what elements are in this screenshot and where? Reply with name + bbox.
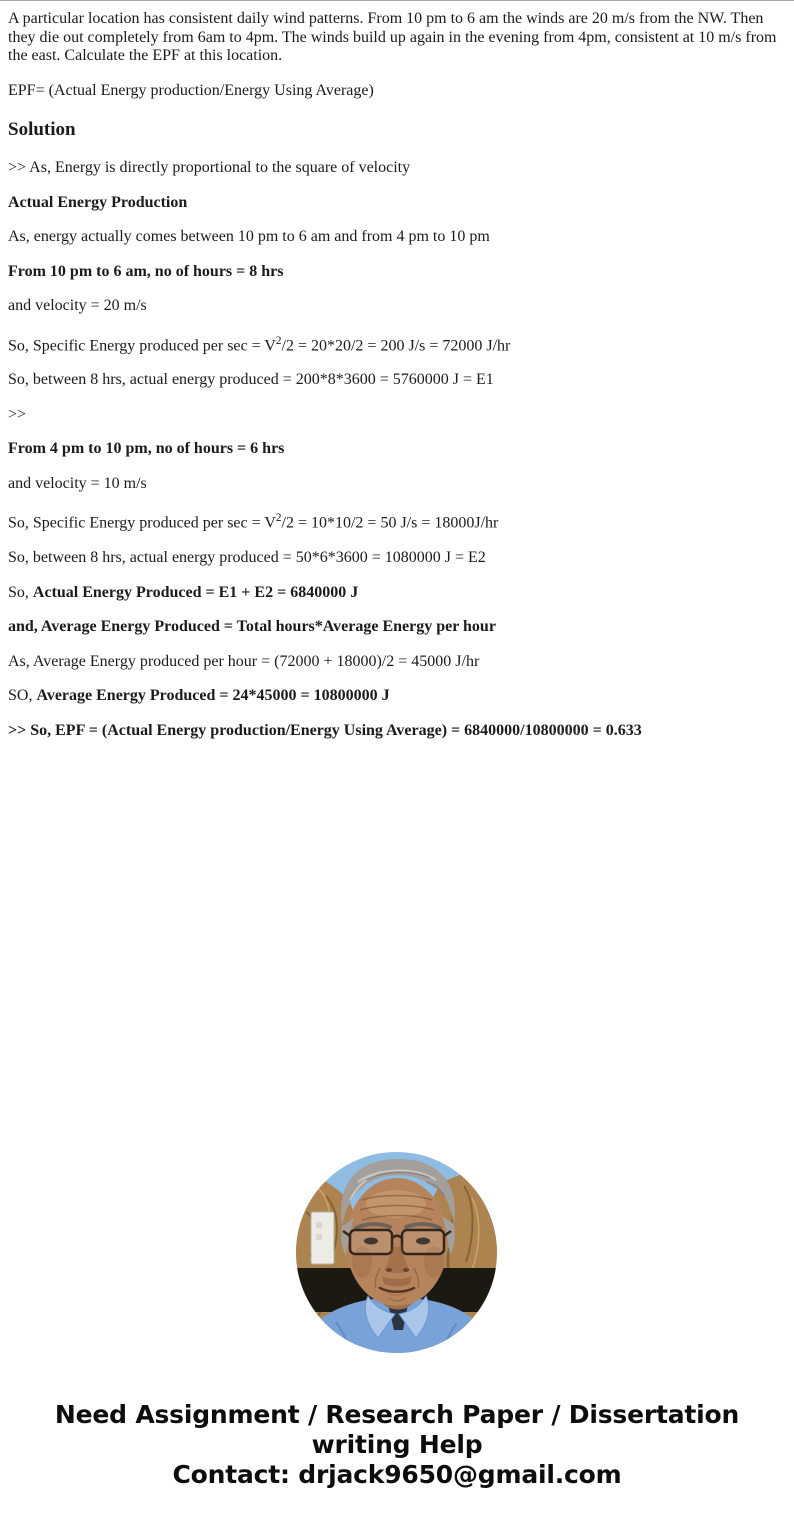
paragraph: and velocity = 20 m/s [8, 297, 147, 314]
footer-contact-email: Contact: drjack9650@gmail.com [172, 1460, 622, 1489]
solution-block [8, 159, 786, 740]
paragraph: From 10 pm to 6 am, no of hours = 8 hrs [8, 262, 284, 280]
solution-document [0, 0, 794, 740]
solution-heading: Solution [8, 119, 76, 140]
paragraph: SO, Average Energy Produced = 24*45000 = 10800000 J [8, 687, 390, 705]
paragraph: As, Average Energy produced per hour = (72000 + 18000)/2 = 45000 J/hr [8, 652, 480, 670]
paragraph: Actual Energy Production [8, 193, 188, 211]
tutor-photo [296, 1152, 497, 1353]
paragraph: >> So, EPF = (Actual Energy production/Energy Using Average) = 6840000/10800000 = 0.633 [8, 721, 642, 739]
footer-heading-line1: Need Assignment / Research Paper / Dissertation [54, 1400, 740, 1429]
paragraph: So, Actual Energy Produced = E1 + E2 = 6840000 J [8, 583, 359, 601]
footer-banner [0, 1400, 794, 1490]
paragraph: As, energy actually comes between 10 pm to 6 am and from 4 pm to 10 pm [8, 228, 490, 245]
paragraph: >> As, Energy is directly proportional to the square of velocity [8, 159, 411, 176]
photo-wall-plate [311, 1212, 334, 1264]
footer-heading-line2: writing Help [311, 1430, 483, 1459]
paragraph: and, Average Energy Produced = Total hours*Average Energy per hour [8, 618, 496, 636]
intro-block [8, 10, 786, 100]
paragraph: So, between 8 hrs, actual energy produced = 200*8*3600 = 5760000 J = E1 [8, 371, 494, 389]
tutor-avatar [296, 1152, 497, 1353]
paragraph: and velocity = 10 m/s [8, 474, 147, 492]
paragraph: A particular location has consistent daily wind patterns. From 10 pm to 6 am the winds are 20 m/s from the NW. Then they die out completely from 6am to 4pm. The winds build up again in the evening from 4pm, consistent at 10 m/s from the east. Calculate the EPF at this location. [8, 10, 777, 64]
top-edge-artifact [0, 0, 794, 1]
paragraph: >> [8, 405, 27, 423]
paragraph: EPF= (Actual Energy production/Energy Using Average) [8, 81, 374, 99]
paragraph: So, Specific Energy produced per $\sec = V^2/2 = 20*20/2 = 200$ J/s = 72000 J/hr [8, 334, 511, 354]
paragraph: From 4 pm to 10 pm, no of hours = 6 hrs [8, 440, 285, 458]
footer-heading [0, 1400, 794, 1460]
paragraph: So, between 8 hrs, actual energy produced = 50*6*3600 = 1080000 J = E2 [8, 549, 486, 567]
paragraph: So, Specific Energy produced per $\sec = V^2/2 = 10*10/2 = 50$ J/s = 18000J/hr [8, 512, 499, 532]
